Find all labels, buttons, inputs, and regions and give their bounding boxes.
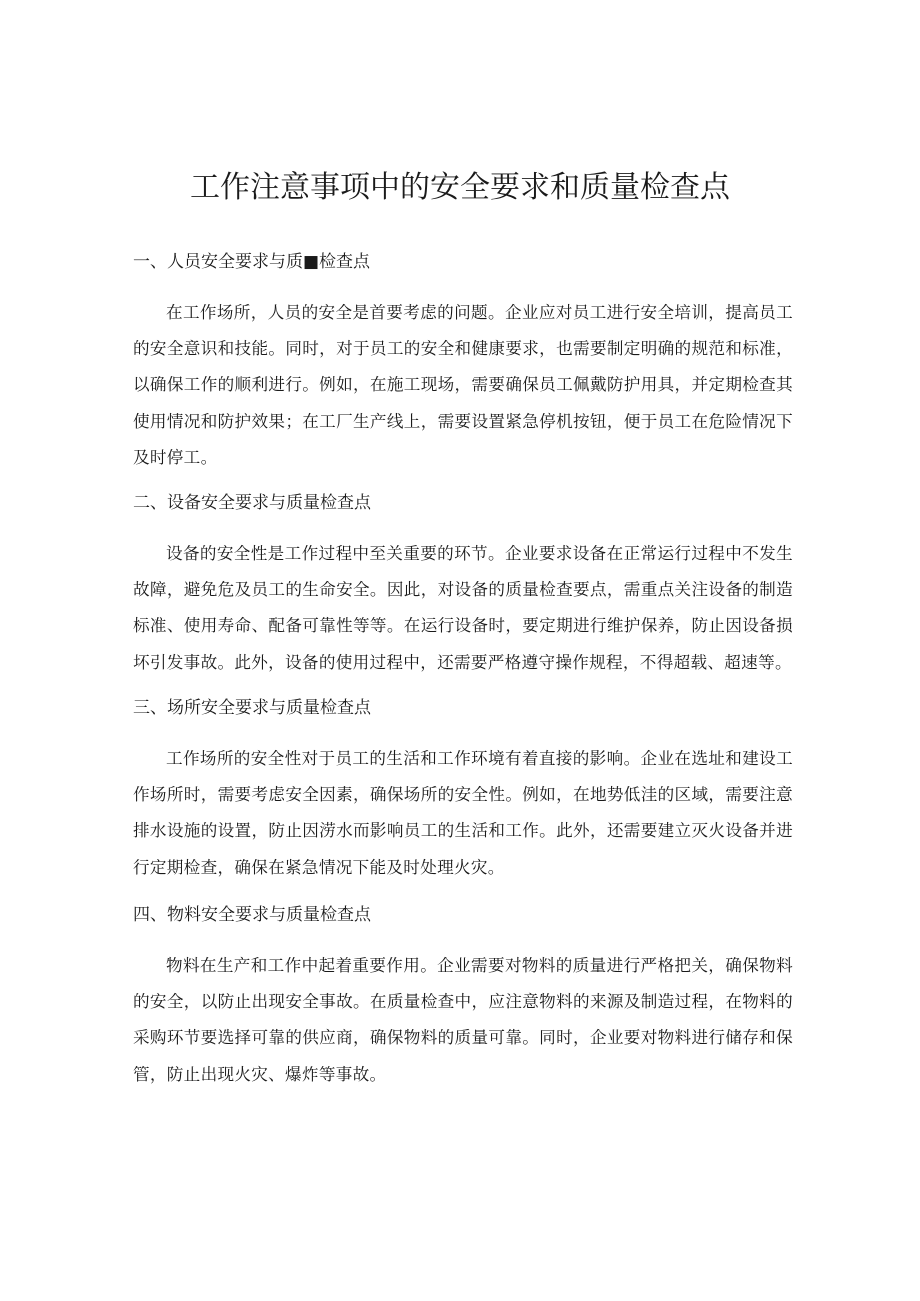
section-paragraph: 设备的安全性是工作过程中至关重要的环节。企业要求设备在正常运行过程中不发生故障，避免危及员工的生命安全。因此，对设备的质量检查要点，需重点关注设备的制造标准、使用寿命、配备可靠性等等。在运行设备时，要定期进行维护保养，防止因设备损坏引发事故。此外，设备的使用过程中，还需要严格遵守操作规程，不得超载、超速等。 [133,544,793,672]
section-heading: 四、物料安全要求与质量检查点 [133,905,371,925]
section-paragraph: 工作场所的安全性对于员工的生活和工作环境有着直接的影响。企业在选址和建设工作场所时，需要考虑安全因素，确保场所的安全性。例如，在地势低洼的区域，需要注意排水设施的设置，防止因涝水而影响员工的生活和工作。此外，还需要建立灭火设备并进行定期检查，确保在紧急情况下能及时处理火灾。 [133,749,793,877]
section-paragraph: 在工作场所，人员的安全是首要考虑的问题。企业应对员工进行安全培训，提高员工的安全意识和技能。同时，对于员工的安全和健康要求，也需要制定明确的规范和标准，以确保工作的顺利进行。例如，在施工现场，需要确保员工佩戴防护用具，并定期检查其使用情况和防护效果；在工厂生产线上，需要设置紧急停机按钮，便于员工在危险情况下及时停工。 [133,303,793,467]
section-material-safety [133,902,793,1093]
document-title: 工作注意事项中的安全要求和质量检查点 [190,170,730,205]
section-site-safety [133,695,793,886]
section-personnel-safety [133,249,793,476]
section-heading: 二、设备安全要求与质量检查点 [133,493,371,513]
section-heading: 三、场所安全要求与质量检查点 [133,698,371,718]
section-paragraph: 物料在生产和工作中起着重要作用。企业需要对物料的质量进行严格把关，确保物料的安全，以防止出现安全事故。在质量检查中，应注意物料的来源及制造过程，在物料的采购环节要选择可靠的供应商，确保物料的质量可靠。同时，企业要对物料进行储存和保管，防止出现火灾、爆炸等事故。 [133,956,793,1084]
section-heading: 一、人员安全要求与质■检查点 [133,252,371,272]
section-equipment-safety [133,490,793,681]
